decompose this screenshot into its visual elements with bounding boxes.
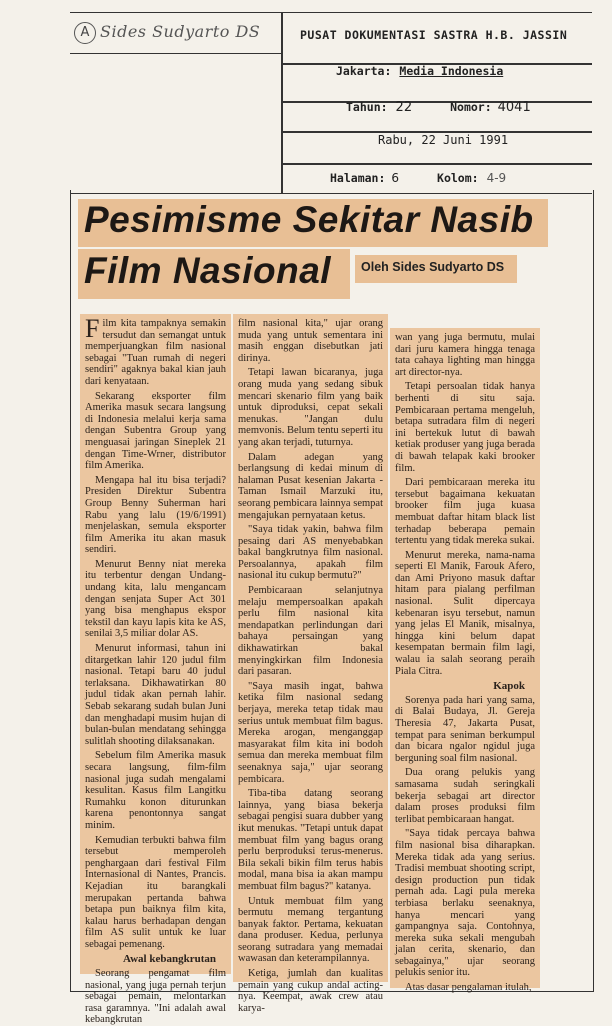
paragraph: "Saya masih ingat, bahwa ketika film nasional sedang berjaya, mereka tetap tidak mau serius untuk membuat film bagus. Mereka arogan, menganggap masyarakat film kita ini bodoh semua dan mereka membuat film seenaknya saja," ujar seorang pembicara. (238, 680, 383, 785)
stamp-page-value: 6 (391, 171, 400, 185)
stamp-blank-cell (70, 53, 281, 193)
paragraph: Film kita tampaknya semakin tersudut dan semangat untuk memperjuangkan film nasional sebagai "Tuan rumah di negeri sendiri" agaknya bakal kian jauh dari kenyataan. (85, 314, 226, 387)
stamp-organization: PUSAT DOKUMENTASI SASTRA H.B. JASSIN (300, 28, 568, 42)
paragraph: Tetapi lawan bicaranya, juga orang muda yang sedang sibuk mencari skenario film yang baik untuk diproduksi, cepat sekali menukas. "Jangan dulu memvonis. Belum tentu seperti itu yang akan terjadi, tuturnya. (238, 367, 383, 448)
handwritten-source-annotation: Sides Sudyarto DS (100, 22, 261, 41)
paragraph: wan yang juga bermutu, mulai dari juru kamera hingga tenaga tata cahaya lighting man hingga art director-nya. (395, 332, 535, 378)
paragraph: Ketiga, jumlah dan kualitas pemain yang cukup andal acting-nya. Keempat, awak crew atau karya- (238, 968, 383, 1014)
stamp-page-row (330, 171, 506, 185)
paragraph: Menurut mereka, nama-nama seperti El Manik, Farouk Afero, dan Ami Priyono masuk daftar hitam para pialang perfilman nasional. Sulit dipercaya kebenaran isyu tersebut, namun yang jelas El Manik, misalnya, hingga kini belum dapat kesempatan bermain film lagi, walau ia salah seorang peraih Piala Citra. (395, 549, 535, 677)
stamp-date: Rabu, 22 Juni 1991 (378, 133, 509, 147)
headline-line-2: Film Nasional (84, 250, 332, 291)
paragraph: Sebelum film Amerika masuk secara langsung, film-film nasional juga sudah mengalami kesulitan. Kasus film Langitku Rumahku konon diturunkan karena penontonnya sangat minim. (85, 750, 226, 831)
stamp-city-row (336, 64, 503, 78)
article-column-2 (233, 314, 388, 1014)
paragraph: Sekarang eksporter film Amerika masuk secara langsung di Indonesia melalui kerja sama dengan Subentra Group yang menguasai jaringan Sineplek 21 dengan Time-Wrner, distributor film Amerika. (85, 390, 226, 472)
paragraph: Mengapa hal itu bisa terjadi? Presiden Direktur Subentra Group Benny Suherman hari Rabu yang lalu (19/6/1991) menjelaskan, semula eksporter film Amerika itu akan masuk sendiri. (85, 474, 226, 556)
subheading: Awal kebangkrutan (122, 953, 216, 966)
byline: Oleh Sides Sudyarto DS (361, 260, 505, 274)
stamp-column-value: 4-9 (486, 171, 507, 185)
headline-strip-1 (78, 199, 548, 247)
paragraph: Pembicaraan selanjutnya melaju mempersoalkan apakah perlu film nasional kita mendapatkan perlindungan dari bahaya persaingan yang dikhawatirkan bakal menyingkirkan film Indonesia dari pasaran. (238, 585, 383, 678)
paragraph: Menurut informasi, tahun ini ditargetkan lahir 120 judul film nasional. Tetapi baru 40 judul terlaksana. Dikhawatirkan 80 judul tidak akan pernah lahir. Sebab sekarang sudah bulan Juni dan menghadapi musim hujan di bulan-bulan mendatang sehingga sulitlah shooting dilaksanakan. (85, 643, 226, 747)
stamp-page-label: Halaman: (330, 171, 386, 185)
stamp-number-value: 4041 (497, 100, 531, 115)
stamp-column-label: Kolom: (437, 171, 479, 185)
paragraph: Seorang pengamat film nasional, yang juga pernah terjun sebagai pemain, melontarkan rasa garamnya. "Ini adalah awal kebangkrutan (85, 968, 226, 1026)
paragraph: Atas dasar pengalaman itulah, (405, 982, 532, 994)
headline-line-1: Pesimisme Sekitar Nasib (84, 199, 534, 240)
paragraph: Menurut Benny niat mereka itu terbentur dengan Undang-undang kita, lalu mengancam dengan senjata Super Act 301 yang bisa menghapus ekspor tekstil dan kayu lapis kita ke AS, senilai 3,5 miliar dolar AS. (85, 558, 226, 640)
article-column-3 (390, 328, 540, 994)
paragraph: Tetapi persoalan tidak hanya berhenti di situ saja. Pembicaraan pertama mengeluh, betapa sutradara film di negeri ini bertekuk lutut di bawah ketiak produser yang juga berada di bawah telapak kaki brooker film. (395, 381, 535, 474)
annotation-circle-letter: A (74, 22, 96, 44)
paragraph: "Saya tidak percaya bahwa film nasional bisa diharapkan. Mereka tidak ada yang serius. Tradisi membuat shooting script, design production pun tidak pernah ada. Lagi pula mereka terbiasa berlaku seenaknya, hanya mencari yang gampangnya saja. Contohnya, mereka suka sekali mengubah jalan cerita, skenario, dan sebagainya," ujar seorang pelukis senior itu. (395, 828, 535, 979)
paragraph: Tiba-tiba datang seorang lainnya, yang biasa bekerja sebagai pengisi suara dubber yang ikut menukas. "Tetapi untuk dapat membuat film yang bagus orang perlu berproduksi terus-menerus. Bila sekali bikin film terus habis modal, mana bisa ia akan mampu membuat film bagus?" katanya. (238, 788, 383, 892)
article-column-1 (80, 314, 231, 1026)
byline-strip (355, 255, 517, 283)
stamp-year-label: Tahun: (346, 100, 388, 114)
stamp-number-label: Nomor: (450, 100, 492, 114)
stamp-issue-row (346, 100, 531, 115)
paragraph: film nasional kita," ujar orang muda yang untuk sementara ini masih enggan disebutkan jati dirinya. (238, 318, 383, 364)
stamp-publication: Media Indonesia (399, 64, 504, 78)
paragraph: Dari pembicaraan mereka itu tersebut bagaimana kekuatan brooker film juga kuasa membuat daftar hitam black list terhadap beberapa pemain tertentu yang tidak mereka sukai. (395, 477, 535, 547)
stamp-rule (281, 163, 592, 165)
headline-strip-2 (78, 249, 350, 299)
subheading: Kapok (493, 680, 525, 693)
stamp-city-label: Jakarta: (336, 64, 392, 78)
stamp-divider (281, 13, 283, 193)
paragraph: Kemudian terbukti bahwa film tersebut memperoleh penghargaan dari festival Film Internasional di Nantes, Prancis. Kejadian itu barangkali merupakan pertanda bahwa betapa pun baiknya film kita, kalau harus berhadapan dengan film AS sulit untuk ke luar sebagai pemenang. (85, 834, 226, 950)
paragraph: Untuk membuat film yang bermutu memang tergantung banyak faktor. Pertama, kekuatan dana produser. Kedua, perlunya seorang sutradara yang memadai wawasan dan keterampilannya. (238, 895, 383, 965)
paragraph: Dua orang pelukis yang samasama sudah seringkali bekerja sebagai art director dalam proses produksi film terlibat pembicaraan hangat. (395, 767, 535, 825)
paragraph: Dalam adegan yang berlangsung di kedai minum di halaman Pusat kesenian Jakarta - Taman Ismail Marzuki itu, seorang pembicara lainnya sempat mengajukan pernyataan ketus. (238, 451, 383, 521)
paragraph: "Saya tidak yakin, bahwa film pesaing dari AS menyebabkan bakal bangkrutnya film nasional. Persoalannya, apakah film nasional itu cukup bermutu?" (238, 524, 383, 582)
stamp-year-value: 22 (395, 100, 413, 115)
paragraph: Sorenya pada hari yang sama, di Balai Budaya, Jl. Gereja Theresia 47, Jakarta Pusat, tempat para seniman berkumpul dan bicara ngalor ngidul juga berguning soal film nasional. (395, 694, 535, 764)
